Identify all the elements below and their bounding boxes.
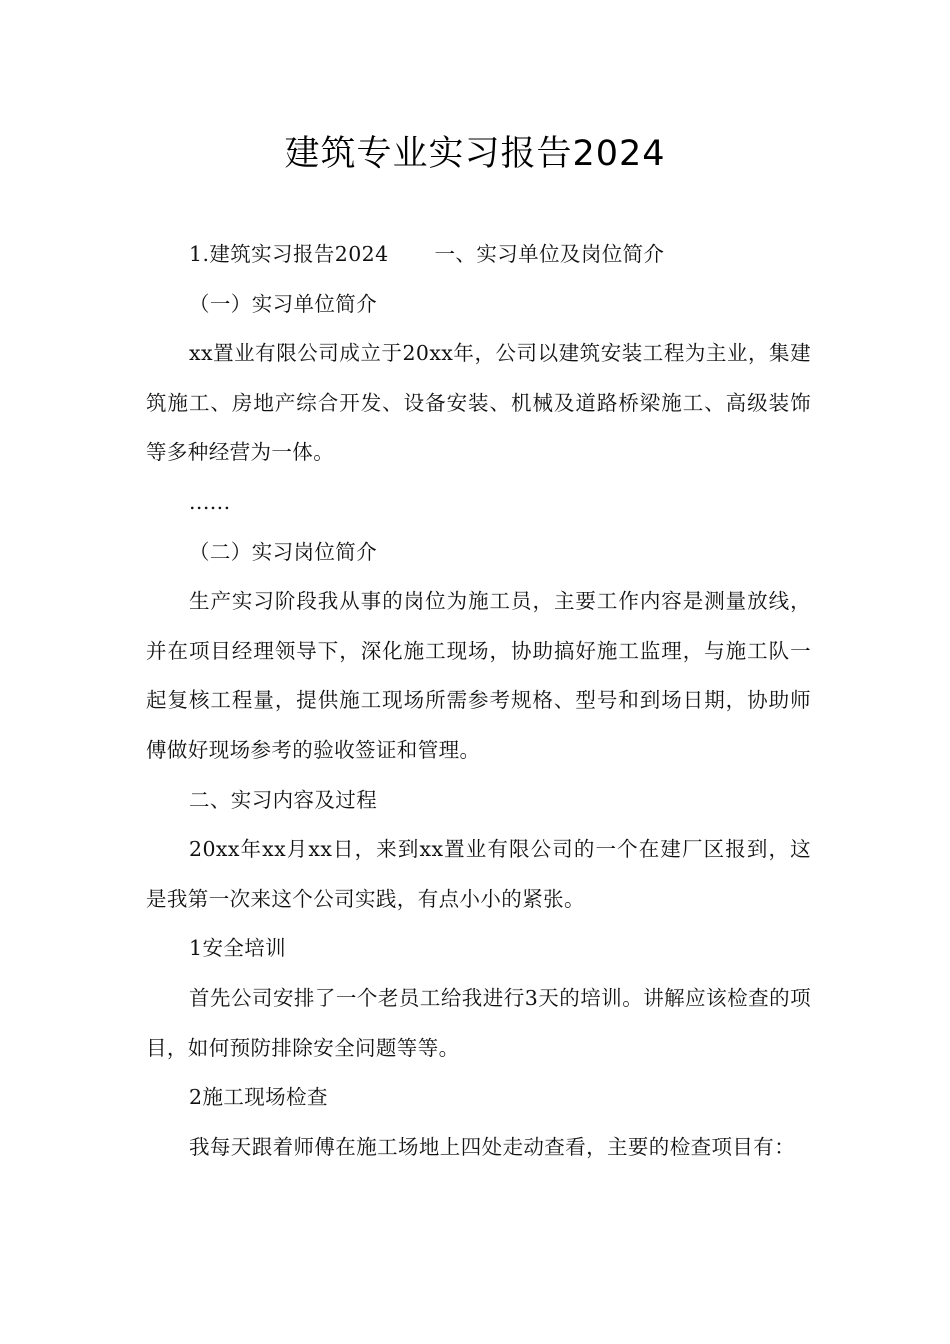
document-body [146,230,811,1172]
intro-item: 1.建筑实习报告2024 [189,242,389,266]
section-heading-1: 一、实习单位及岗位简介 [434,242,665,266]
section-heading-2: 二、实习内容及过程 [189,787,378,812]
paragraph-company: xx置业有限公司成立于20xx年，公司以建筑安装工程为主业，集建筑施工、房地产综合开发、设备安装、机械及道路桥梁施工、高级装饰等多种经营为一体。 [146,341,811,465]
subheading-site-inspection: 2施工现场检查 [189,1085,328,1110]
document-title: 建筑专业实习报告2024 [284,134,666,174]
paragraph-inspection: 我每天跟着师傅在施工场地上四处走动查看，主要的检查项目有： [189,1134,796,1159]
paragraph-position: 生产实习阶段我从事的岗位为施工员，主要工作内容是测量放线，并在项目经理领导下，深化施工现场，协助搞好施工监理，与施工队一起复核工程量，提供施工现场所需参考规格、型号和到场日期，协助师傅做好现场参考的验收签证和管理。 [146,589,811,762]
paragraph-arrival: 20xx年xx月xx日，来到xx置业有限公司的一个在建厂区报到，这是我第一次来这个公司实践，有点小小的紧张。 [146,837,811,911]
subheading-safety-training: 1安全培训 [189,936,287,961]
intro-line [146,230,811,280]
paragraph-training: 首先公司安排了一个老员工给我进行3天的培训。讲解应该检查的项目，如何预防排除安全问题等等。 [146,985,811,1060]
ellipsis-line: ...... [189,489,231,514]
subheading-position-intro: （二）实习岗位简介 [189,539,378,564]
subheading-unit-intro: （一）实习单位简介 [189,291,378,316]
